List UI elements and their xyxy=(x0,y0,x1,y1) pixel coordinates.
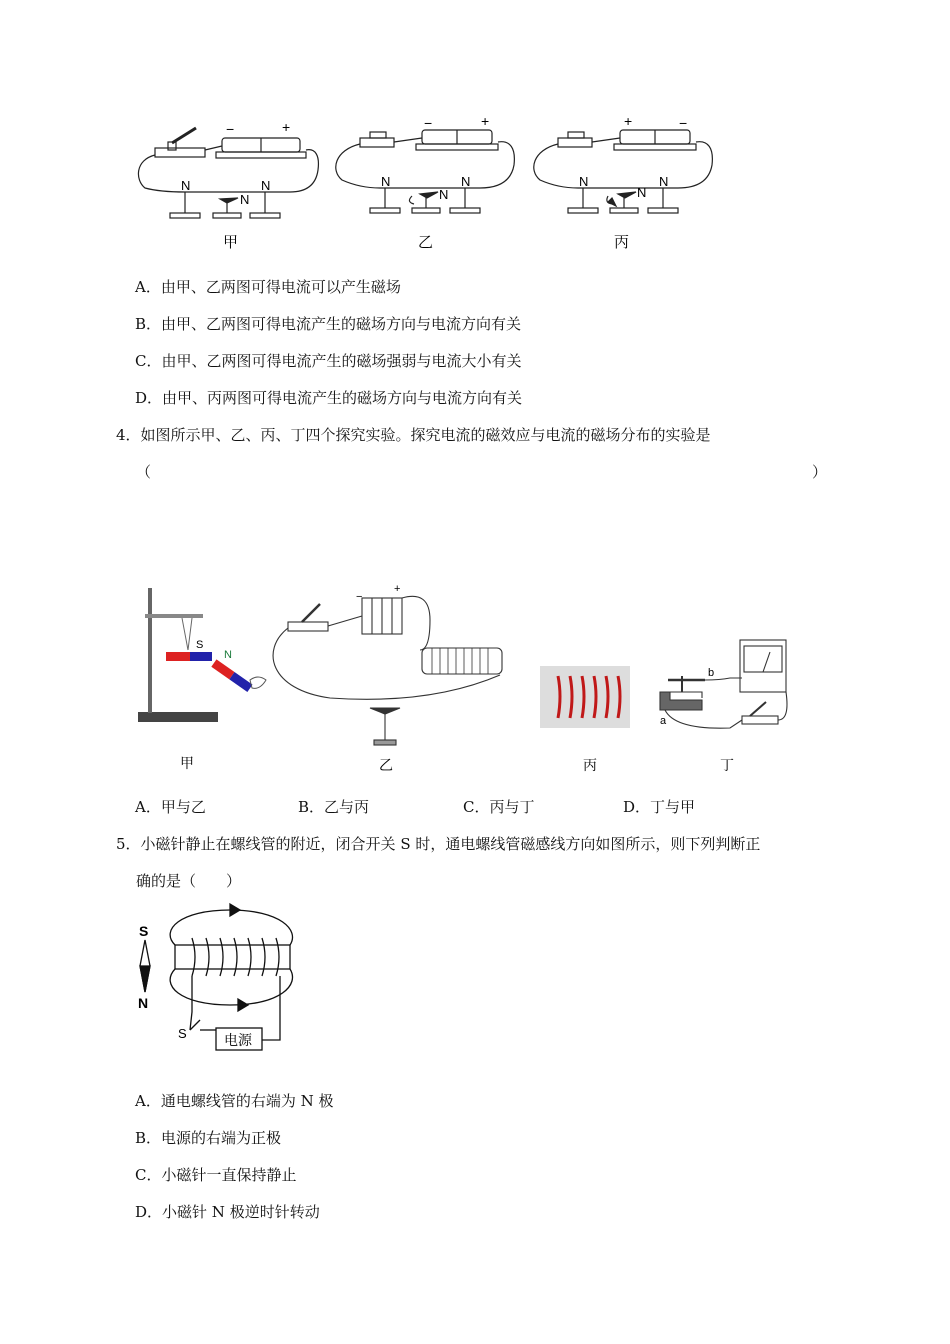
q4-option-c: C．丙与丁 xyxy=(463,798,535,816)
q4-fig-label-jia: 甲 xyxy=(180,755,194,771)
q3-fig-yi-circuit xyxy=(336,130,515,213)
q4-yi-minus: − xyxy=(356,591,363,603)
q5-power-label: 电源 xyxy=(224,1032,252,1048)
q5-switch-label: S xyxy=(178,1026,187,1041)
q5-figure xyxy=(130,900,330,1060)
q4-fig-label-bing: 丙 xyxy=(583,757,597,773)
q5-needle-s: S xyxy=(139,923,149,939)
q4-fig-label-ding: 丁 xyxy=(720,757,734,773)
q3-yi-minus: − xyxy=(424,115,433,131)
q4-paren-open: （ xyxy=(136,463,152,481)
q4-fig-ding xyxy=(660,640,787,728)
q5-option-b: B．电源的右端为正极 xyxy=(135,1129,282,1147)
q4-paren-close: ） xyxy=(812,463,828,481)
q5-stem-line1: 5．小磁针静止在螺线管的附近，闭合开关 S 时，通电螺线管磁感线方向如图所示，则下列判断正 xyxy=(116,835,761,853)
q5-stem-line2: 确的是（ ） xyxy=(136,872,242,890)
q5-option-d: D．小磁针 N 极逆时针转动 xyxy=(135,1203,320,1221)
q4-jia-magnet-n: N xyxy=(224,649,232,661)
q4-ding-point-b: b xyxy=(708,667,715,679)
q3-option-a: A．由甲、乙两图可得电流可以产生磁场 xyxy=(135,278,401,296)
q3-bing-n-right: N xyxy=(637,185,647,200)
q3-bing-plus: + xyxy=(624,113,633,129)
q5-option-a: A．通电螺线管的右端为 N 极 xyxy=(135,1092,334,1110)
q3-fig-label-yi: 乙 xyxy=(418,234,434,251)
q3-bing-n-needle: N xyxy=(659,174,669,189)
q4-ding-point-a: a xyxy=(660,715,667,727)
q3-fig-bing-circuit xyxy=(534,130,713,213)
q3-fig-label-bing: 丙 xyxy=(614,234,630,251)
q3-jia-plus: + xyxy=(282,119,291,135)
q4-fig-jia xyxy=(138,588,266,722)
q3-fig-jia-circuit xyxy=(138,128,318,218)
q3-option-d: D．由甲、丙两图可得电流产生的磁场方向与电流方向有关 xyxy=(135,389,523,407)
q3-fig-label-jia: 甲 xyxy=(223,234,239,251)
q4-fig-label-yi: 乙 xyxy=(379,757,393,773)
q3-yi-plus: + xyxy=(481,113,490,129)
q3-yi-n-right: N xyxy=(461,174,471,189)
q4-fig-bing xyxy=(540,666,630,728)
q3-yi-n-left: N xyxy=(381,174,391,189)
q3-jia-n-left: N xyxy=(181,178,191,193)
q3-bing-n-left: N xyxy=(579,174,589,189)
q3-figure xyxy=(130,110,730,260)
q4-stem: 4．如图所示甲、乙、丙、丁四个探究实验。探究电流的磁效应与电流的磁场分布的实验是 xyxy=(116,426,711,444)
q3-jia-n-needle: N xyxy=(240,192,250,207)
q4-option-a: A．甲与乙 xyxy=(135,798,206,816)
q3-option-b: B．由甲、乙两图可得电流产生的磁场方向与电流方向有关 xyxy=(135,315,522,333)
q3-jia-n-right: N xyxy=(261,178,271,193)
q3-bing-minus: − xyxy=(679,115,688,131)
q3-jia-minus: − xyxy=(226,121,235,137)
q4-option-b: B．乙与丙 xyxy=(298,798,370,816)
q3-option-c: C．由甲、乙两图可得电流产生的磁场强弱与电流大小有关 xyxy=(135,352,522,370)
q5-option-c: C．小磁针一直保持静止 xyxy=(135,1166,297,1184)
q5-needle-n: N xyxy=(138,995,149,1011)
q3-yi-n-needle: N xyxy=(439,187,449,202)
q5-solenoid-diagram xyxy=(140,904,293,1050)
q4-option-d: D．丁与甲 xyxy=(623,798,696,816)
q4-yi-plus: + xyxy=(394,583,401,595)
q4-figure xyxy=(130,580,800,780)
q4-fig-yi xyxy=(273,596,502,745)
q4-jia-magnet-s: S xyxy=(196,639,204,651)
